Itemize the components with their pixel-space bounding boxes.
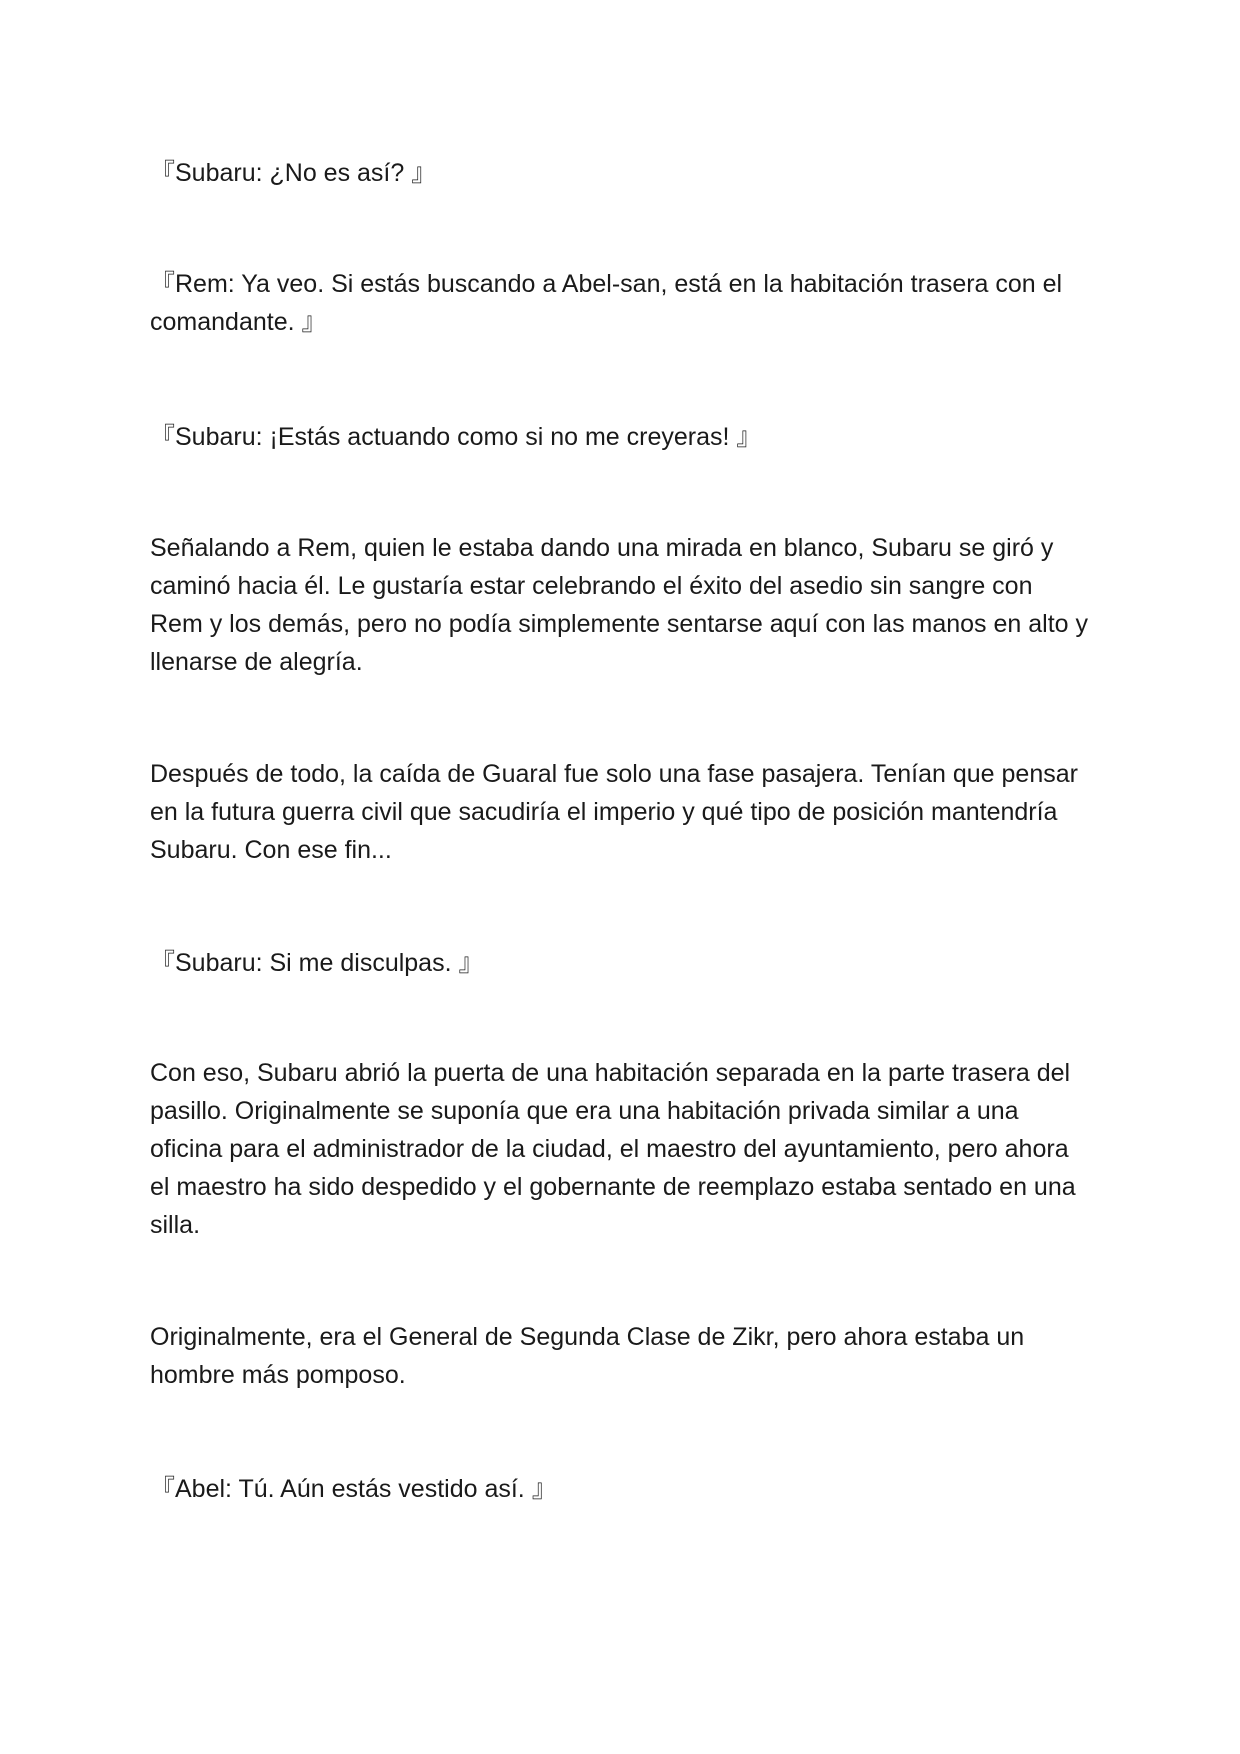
narration-paragraph-2: Después de todo, la caída de Guaral fue solo una fase pasajera. Tenían que pensar en la futura guerra civil que sacudiría el imperio y qué tipo de posición mantendría Subaru. Con ese fin... [150, 760, 1078, 864]
narration-paragraph-1: Señalando a Rem, quien le estaba dando una mirada en blanco, Subaru se giró y caminó hacia él. Le gustaría estar celebrando el éxito del asedio sin sangre con Rem y los demás, pero no podía simplemente sentarse aquí con las manos en alto y llenarse de alegría. [150, 534, 1089, 676]
dialogue-rem: 『Rem: Ya veo. Si estás buscando a Abel-san, está en la habitación trasera con el comandante. 』 [150, 270, 1063, 336]
narration-paragraph-3: Con eso, Subaru abrió la puerta de una habitación separada en la parte trasera del pasillo. Originalmente se suponía que era una habitación privada similar a una oficina para el administrador de la ciudad, el maestro del ayuntamiento, pero ahora el maestro ha sido despedido y el gobernante de reemplazo estaba sentado en una silla. [150, 1059, 1076, 1239]
dialogue-abel: 『Abel: Tú. Aún estás vestido así. 』 [150, 1475, 557, 1503]
narration-paragraph-4: Originalmente, era el General de Segunda Clase de Zikr, pero ahora estaba un hombre más pomposo. [150, 1323, 1025, 1389]
dialogue-subaru-1: 『Subaru: ¿No es así? 』 [150, 159, 437, 187]
dialogue-subaru-2: 『Subaru: ¡Estás actuando como si no me creyeras! 』 [150, 423, 762, 451]
dialogue-subaru-3: 『Subaru: Si me disculpas. 』 [150, 949, 484, 977]
